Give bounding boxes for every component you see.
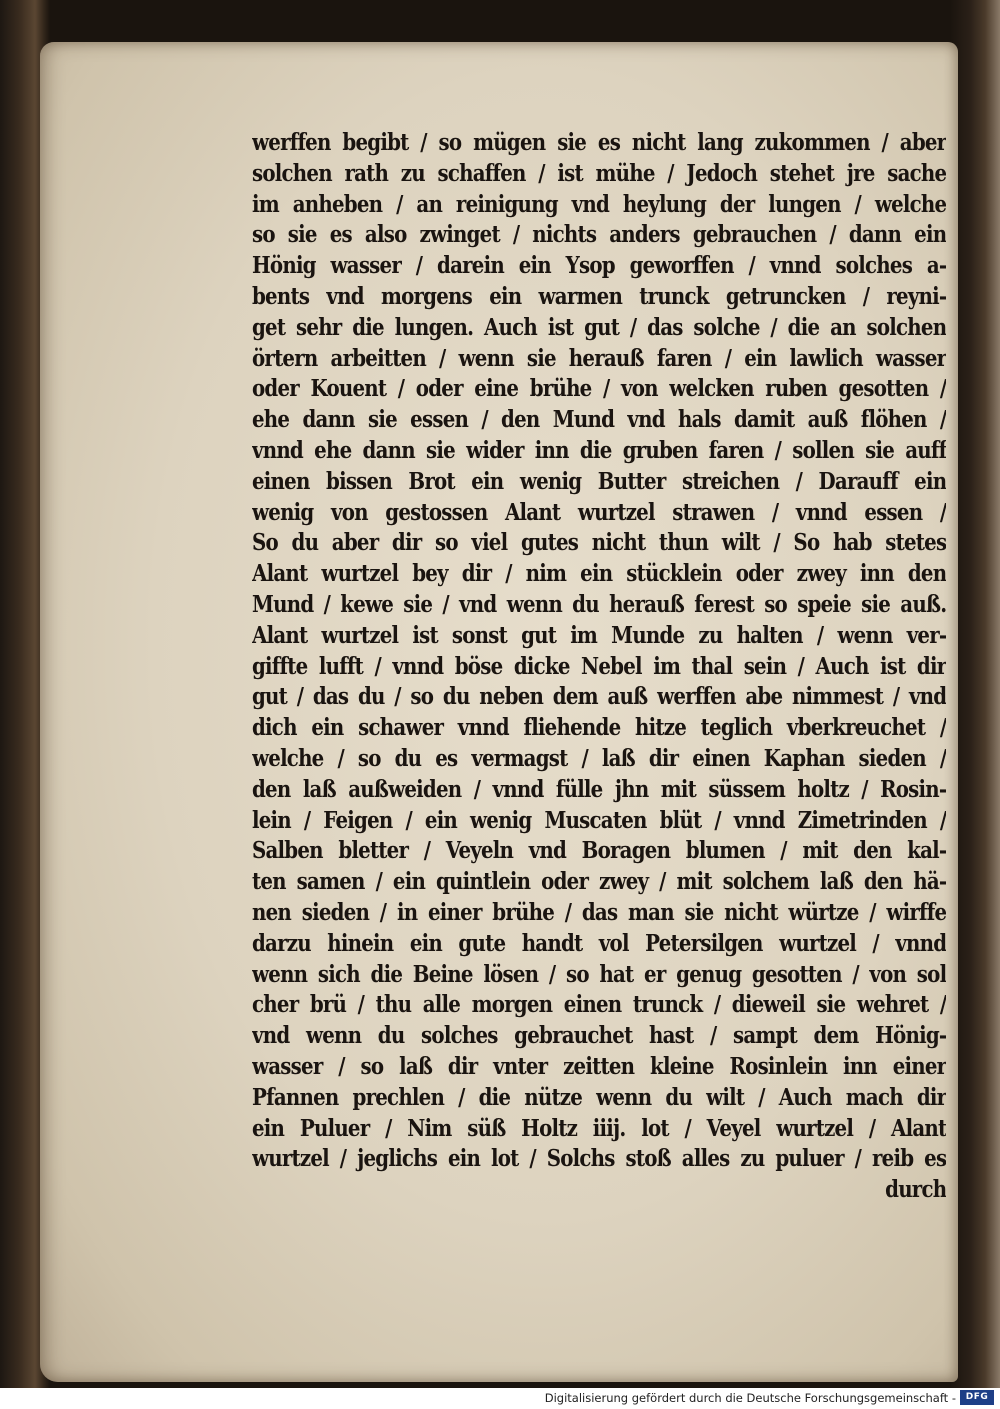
text-line: Alant wurtzel bey dir / nim ein stücklein oder zwey inn den: [252, 560, 947, 588]
text-line: wurtzel / jeglichs ein lot / Solchs stoß alles zu puluer / reib es: [252, 1145, 947, 1173]
footer-bar: [0, 1388, 1000, 1409]
text-line: bents vnd morgens ein warmen trunck getruncken / reyni-: [252, 282, 947, 310]
text-line: werffen begibt / so mügen sie es nicht lang zukommen / aber: [252, 129, 947, 156]
text-line: welche / so du es vermagst / laß dir einen Kaphan sieden /: [252, 744, 947, 772]
text-line: ein Puluer / Nim süß Holtz iiij. lot / Veyel wurtzel / Alant: [252, 1114, 947, 1142]
text-line: einen bissen Brot ein wenig Butter streichen / Darauff ein: [252, 467, 947, 495]
text-line: gut / das du / so du neben dem auß werffen abe nimmest / vnd: [252, 683, 947, 711]
text-line: Salben bletter / Veyeln vnd Boragen blumen / mit den kal-: [252, 837, 947, 865]
text-line: vnnd ehe dann sie wider inn die gruben faren / sollen sie auff: [252, 436, 947, 464]
text-line: solchen rath zu schaffen / ist mühe / Jedoch stehet jre sache: [252, 159, 947, 187]
text-line: ten samen / ein quintlein oder zwey / mit solchem laß den hä-: [252, 868, 947, 896]
text-line: get sehr die lungen. Auch ist gut / das solche / die an solchen: [252, 313, 947, 341]
text-line: darzu hinein ein gute handt vol Petersilgen wurtzel / vnnd: [252, 929, 947, 957]
text-line: Mund / kewe sie / vnd wenn du herauß ferest so speie sie auß.: [252, 590, 947, 618]
text-line: ehe dann sie essen / den Mund vnd hals damit auß flöhen /: [252, 406, 947, 434]
text-line: cher brü / thu alle morgen einen trunck / dieweil sie wehret /: [252, 991, 947, 1019]
text-line: So du aber dir so viel gutes nicht thun wilt / So hab stetes: [252, 529, 947, 557]
text-line: Alant wurtzel ist sonst gut im Munde zu halten / wenn ver-: [252, 621, 947, 649]
text-line: Hönig wasser / darein ein Ysop geworffen / vnnd solches a-: [252, 252, 947, 280]
text-line: so sie es also zwinget / nichts anders gebrauchen / dann ein: [252, 221, 947, 249]
funding-credit: Digitalisierung gefördert durch die Deutsche Forschungsgemeinschaft -: [544, 1391, 956, 1405]
text-line: nen sieden / in einer brühe / das man sie nicht würtze / wirffe: [252, 898, 947, 926]
text-line: dich ein schawer vnnd fliehende hitze teglich vberkreuchet /: [252, 714, 947, 742]
text-line: vnd wenn du solches gebrauchet hast / sampt dem Hönig-: [252, 1022, 947, 1050]
text-line: durch: [885, 1176, 947, 1204]
text-line: Pfannen prechlen / die nütze wenn du wilt / Auch mach dir: [252, 1083, 947, 1111]
text-line: wenn sich die Beine lösen / so hat er genug gesotten / von sol: [252, 960, 947, 988]
dfg-logo: DFG: [960, 1390, 994, 1405]
text-line: giffte lufft / vnnd böse dicke Nebel im thal sein / Auch ist dir: [252, 652, 947, 680]
text-line: wasser / so laß dir vnter zeitten kleine Rosinlein inn einer: [252, 1052, 947, 1080]
text-line: lein / Feigen / ein wenig Muscaten blüt / vnnd Zimetrinden /: [252, 806, 947, 834]
text-line: wenig von gestossen Alant wurtzel strawen / vnnd essen /: [252, 498, 947, 526]
text-line: den laß außweiden / vnnd fülle jhn mit süssem holtz / Rosin-: [252, 775, 947, 803]
text-line: oder Kouent / oder eine brühe / von welcken ruben gesotten /: [252, 375, 947, 403]
text-line: im anheben / an reinigung vnd heylung der lungen / welche: [252, 190, 947, 218]
page-text: [252, 128, 948, 1206]
text-line: örtern arbeitten / wenn sie herauß faren / ein lawlich wasser: [252, 344, 947, 372]
